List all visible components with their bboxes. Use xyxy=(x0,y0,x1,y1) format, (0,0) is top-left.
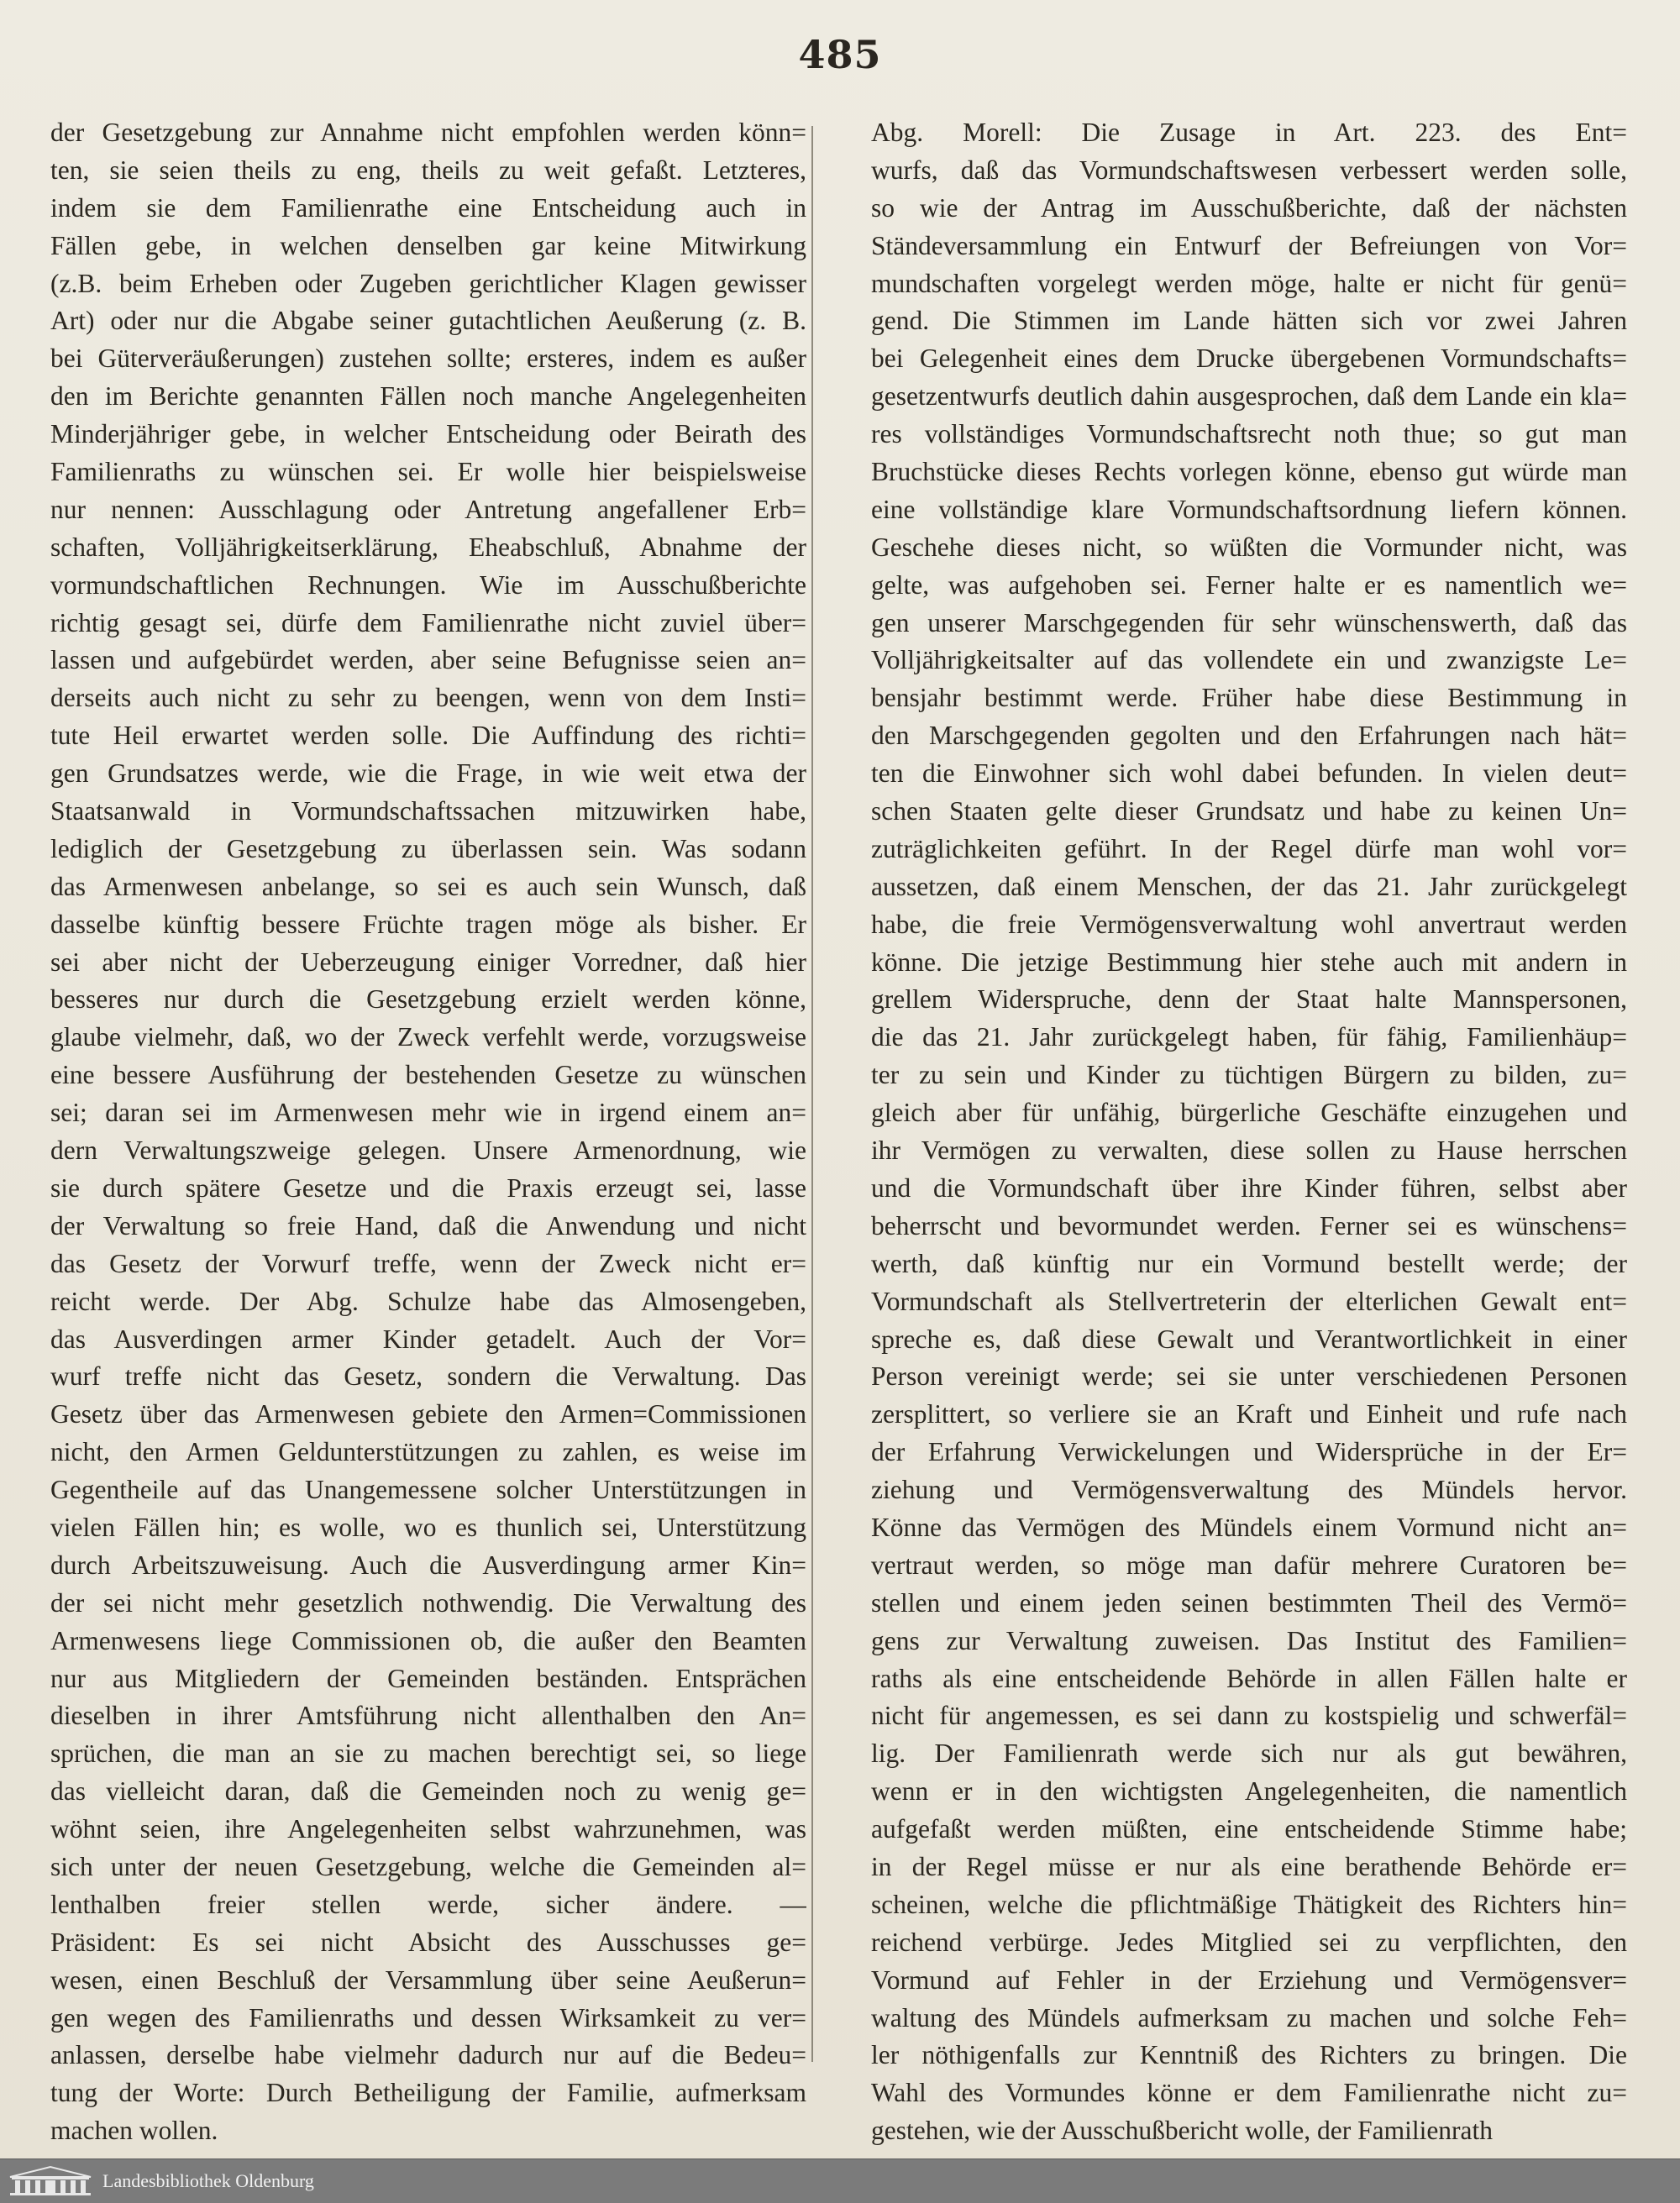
left-column-line: vormundschaftlichen Rechnungen. Wie im Ausschußberichte xyxy=(50,569,806,600)
left-column-line: das Gesetz der Vorwurf treffe, wenn der Zweck nicht er= xyxy=(50,1248,806,1278)
left-column-line: gen wegen des Familienraths und dessen Wirksamkeit zu ver= xyxy=(50,2002,806,2033)
right-column-line: zuträglichkeiten geführt. In der Regel dürfe man wohl vor= xyxy=(871,833,1627,863)
right-column-line: gleich aber für unfähig, bürgerliche Geschäfte einzugehen und xyxy=(871,1098,1627,1128)
left-column-line: sei aber nicht der Ueberzeugung einiger Vorredner, daß hier xyxy=(50,947,806,977)
right-column-line: Volljährigkeitsalter auf das vollendete ein und zwanzigste Le= xyxy=(871,645,1627,675)
right-column-line: wenn er in den wichtigsten Angelegenheiten, die namentlich xyxy=(871,1776,1627,1807)
right-column-line: grellem Widerspruche, denn der Staat halte Mannspersonen, xyxy=(871,984,1627,1015)
right-column-line: wurfs, daß das Vormundschaftswesen verbessert werden solle, xyxy=(871,155,1627,185)
left-column-line: lassen und aufgebürdet werden, aber seine Befugnisse seien an= xyxy=(50,645,806,675)
left-column-line: der Gesetzgebung zur Annahme nicht empfohlen werden könn= xyxy=(50,118,806,147)
left-column-line: ten, sie seien theils zu eng, theils zu weit gefaßt. Letzteres, xyxy=(50,155,806,185)
left-column-line: der sei nicht mehr gesetzlich nothwendig. Die Verwaltung des xyxy=(50,1587,806,1618)
right-column-line: waltung des Mündels aufmerksam zu machen und solche Feh= xyxy=(871,2002,1627,2033)
right-column-line: spreche es, daß diese Gewalt und Verantwortlichkeit in einer xyxy=(871,1324,1627,1354)
left-column-line: sie durch spätere Gesetze und die Praxis erzeugt sei, lasse xyxy=(50,1172,806,1203)
right-column-line: habe, die freie Vermögensverwaltung wohl anvertraut werden xyxy=(871,909,1627,939)
left-column-line: durch Arbeitszuweisung. Auch die Ausverdingung armer Kin= xyxy=(50,1550,806,1580)
left-column-line: dieselben in ihrer Amtsführung nicht allenthalben den An= xyxy=(50,1701,806,1731)
left-column-line: Art) oder nur die Abgabe seiner gutachtlichen Aeußerung (z. B. xyxy=(50,306,806,336)
left-column-line: machen wollen. xyxy=(50,2116,218,2146)
right-column-line: raths als eine entscheidende Behörde in allen Fällen halte er xyxy=(871,1663,1627,1693)
right-column-line: gestehen, wie der Ausschußbericht wolle, der Familienrath xyxy=(871,2116,1494,2146)
left-column-line: Staatsanwald in Vormundschaftssachen mitzuwirken habe, xyxy=(50,796,806,826)
left-column-line: vielen Fällen hin; es wolle, wo es thunlich sei, Unterstützung xyxy=(50,1512,806,1542)
right-column-line: Wahl des Vormundes könne er dem Familienrathe nicht zu= xyxy=(871,2078,1627,2108)
left-column-line: sich unter der neuen Gesetzgebung, welche die Gemeinden al= xyxy=(50,1851,806,1881)
right-column-line: Könne das Vermögen des Mündels einem Vormund nicht an= xyxy=(871,1512,1627,1542)
right-column-line: bensjahr bestimmt werde. Früher habe diese Bestimmung in xyxy=(871,683,1627,713)
right-column-line: ter zu sein und Kinder zu tüchtigen Bürgern zu bilden, zu= xyxy=(871,1060,1627,1090)
left-column-line: Minderjähriger gebe, in welcher Entscheidung oder Beirath des xyxy=(50,419,806,449)
left-column-line: wesen, einen Beschluß der Versammlung über seine Aeußerun= xyxy=(50,1964,806,1995)
left-column-line: der Verwaltung so freie Hand, daß die Anwendung und nicht xyxy=(50,1210,806,1240)
left-column-line: Fällen gebe, in welchen denselben gar keine Mitwirkung xyxy=(50,230,806,260)
left-column-line: eine bessere Ausführung der bestehenden Gesetze zu wünschen xyxy=(50,1060,806,1090)
right-column-line: die das 21. Jahr zurückgelegt haben, für fähig, Familienhäup= xyxy=(871,1022,1627,1052)
right-column-line: Abg. Morell: Die Zusage in Art. 223. des Ent= xyxy=(871,118,1627,147)
right-column-line: der Erfahrung Verwickelungen und Widersprüche in der Er= xyxy=(871,1437,1627,1467)
left-column-line: dasselbe künftig bessere Früchte tragen möge als bisher. Er xyxy=(50,909,806,939)
left-column-line: nicht, den Armen Geldunterstützungen zu zahlen, es weise im xyxy=(50,1437,806,1467)
left-column-line: bei Güterveräußerungen) zustehen sollte; ersteres, indem es außer xyxy=(50,344,806,374)
left-column-line: Präsident: Es sei nicht Absicht des Ausschusses ge= xyxy=(50,1927,806,1957)
left-column-line: den im Berichte genannten Fällen noch manche Angelegenheiten xyxy=(50,381,806,412)
right-column-line: ihr Vermögen zu verwalten, diese sollen zu Hause herrschen xyxy=(871,1136,1627,1166)
right-column-line: Vormund auf Fehler in der Erziehung und Vermögensver= xyxy=(871,1964,1627,1995)
left-column-line: richtig gesagt sei, dürfe dem Familienrathe nicht zuviel über= xyxy=(50,607,806,637)
right-column-line: nicht für angemessen, es sei dann zu kostspielig und schwerfäl= xyxy=(871,1701,1627,1731)
right-column-line: Person vereinigt werde; sei sie unter verschiedenen Personen xyxy=(871,1361,1627,1392)
left-column-line: Gegentheile auf das Unangemessene solcher Unterstützungen in xyxy=(50,1475,806,1505)
right-column-line: schen Staaten gelte dieser Grundsatz und habe zu keinen Un= xyxy=(871,796,1627,826)
left-column-line: tung der Worte: Durch Betheiligung der Familie, aufmerksam xyxy=(50,2078,806,2108)
right-column-line: gen unserer Marschgegenden für sehr wünschenswerth, daß das xyxy=(871,607,1627,637)
left-column-line: reicht werde. Der Abg. Schulze habe das Almosengeben, xyxy=(50,1286,806,1316)
left-column-line: dern Verwaltungszweige gelegen. Unsere Armenordnung, wie xyxy=(50,1136,806,1166)
right-column-line: zersplittert, so verliere sie an Kraft und Einheit und rufe nach xyxy=(871,1399,1627,1429)
left-column-line: das Ausverdingen armer Kinder getadelt. Auch der Vor= xyxy=(50,1324,806,1354)
left-column-line: gen Grundsatzes werde, wie die Frage, in wie weit etwa der xyxy=(50,758,806,789)
right-column-line: Bruchstücke dieses Rechts vorlegen könne, ebenso gut würde man xyxy=(871,457,1627,487)
left-column-line: Armenwesens liege Commissionen ob, die außer den Beamten xyxy=(50,1625,806,1655)
left-column-line: sei; daran sei im Armenwesen mehr wie in irgend einem an= xyxy=(50,1098,806,1128)
right-column-line: Vormundschaft als Stellvertreterin der elterlichen Gewalt ent= xyxy=(871,1286,1627,1316)
right-column-line: ten die Einwohner sich wohl dabei befunden. In vielen deut= xyxy=(871,758,1627,789)
left-column-line: nur nennen: Ausschlagung oder Antretung angefallener Erb= xyxy=(50,494,806,524)
right-column-line: gens zur Verwaltung zuweisen. Das Institut des Familien= xyxy=(871,1625,1627,1655)
left-column-line: das Armenwesen anbelange, so sei es auch sein Wunsch, daß xyxy=(50,871,806,901)
right-column-line: Geschehe dieses nicht, so wüßten die Vormunder nicht, was xyxy=(871,532,1627,562)
right-column-line: gend. Die Stimmen im Lande hätten sich vor zwei Jahren xyxy=(871,306,1627,336)
left-column-line: Gesetz über das Armenwesen gebiete den Armen=Commissionen xyxy=(50,1399,806,1429)
right-column-line: vertraut werden, so möge man dafür mehrere Curatoren be= xyxy=(871,1550,1627,1580)
left-column-line: derseits auch nicht zu sehr zu beengen, wenn von dem Insti= xyxy=(50,683,806,713)
left-column-line: besseres nur durch die Gesetzgebung erzielt werden könne, xyxy=(50,984,806,1015)
right-column-line: mundschaften vorgelegt werden möge, halte er nicht für genü= xyxy=(871,268,1627,298)
right-column-line: aussetzen, daß einem Menschen, der das 21. Jahr zurückgelegt xyxy=(871,871,1627,901)
left-column-line: indem sie dem Familienrathe eine Entscheidung auch in xyxy=(50,192,806,223)
left-column-line: tute Heil erwartet werden solle. Die Auffindung des richti= xyxy=(50,721,806,751)
column-divider xyxy=(811,126,813,2062)
left-column-line: lediglich der Gesetzgebung zu überlassen sein. Was sodann xyxy=(50,833,806,863)
right-column-line: so wie der Antrag im Ausschußberichte, daß der nächsten xyxy=(871,192,1627,223)
left-column-line: wöhnt seien, ihre Angelegenheiten selbst wahrzunehmen, was xyxy=(50,1814,806,1844)
page-number: 485 xyxy=(798,32,882,77)
right-column-line: in der Regel müsse er nur als eine berathende Behörde er= xyxy=(871,1851,1627,1881)
right-column-line: Ständeversammlung ein Entwurf der Befreiungen von Vor= xyxy=(871,230,1627,260)
right-column-line: ler nöthigenfalls zur Kenntniß des Richters zu bringen. Die xyxy=(871,2040,1627,2070)
left-column-line: Familienraths zu wünschen sei. Er wolle hier beispielsweise xyxy=(50,457,806,487)
right-column-line: eine vollständige klare Vormundschaftsordnung liefern können. xyxy=(871,494,1627,524)
left-column-line: sprüchen, die man an sie zu machen berechtigt sei, so liege xyxy=(50,1739,806,1769)
left-column-line: schaften, Volljährigkeitserklärung, Eheabschluß, Abnahme der xyxy=(50,532,806,562)
right-column-line: res vollständiges Vormundschaftsrecht noth thue; so gut man xyxy=(871,419,1627,449)
left-column-line: (z.B. beim Erheben oder Zugeben gerichtlicher Klagen gewisser xyxy=(50,268,806,298)
right-text-column xyxy=(871,114,1627,2150)
left-column-line: glaube vielmehr, daß, wo der Zweck verfehlt werde, vorzugsweise xyxy=(50,1022,806,1052)
right-column-line: aufgefaßt werden müßten, eine entscheidende Stimme habe; xyxy=(871,1814,1627,1844)
right-column-line: beherrscht und bevormundet werden. Ferner sei es wünschens= xyxy=(871,1210,1627,1240)
right-column-line: gelte, was aufgehoben sei. Ferner halte er es namentlich we= xyxy=(871,569,1627,600)
right-column-line: lig. Der Familienrath werde sich nur als gut bewähren, xyxy=(871,1739,1627,1769)
right-column-line: werth, daß künftig nur ein Vormund bestellt werde; der xyxy=(871,1248,1627,1278)
right-column-line: stellen und einem jeden seinen bestimmten Theil des Vermö= xyxy=(871,1587,1627,1618)
left-text-column xyxy=(50,114,806,2150)
right-column-line: reichend verbürge. Jedes Mitglied sei zu verpflichten, den xyxy=(871,1927,1627,1957)
library-building-icon xyxy=(7,2165,94,2197)
right-column-line: und die Vormundschaft über ihre Kinder führen, selbst aber xyxy=(871,1172,1627,1203)
right-column-line: bei Gelegenheit eines dem Drucke übergebenen Vormundschafts= xyxy=(871,344,1627,374)
right-column-line: gesetzentwurfs deutlich dahin ausgesprochen, daß dem Lande ein kla= xyxy=(871,381,1627,412)
left-column-line: nur aus Mitgliedern der Gemeinden beständen. Entsprächen xyxy=(50,1663,806,1693)
right-column-line: scheinen, welche die pflichtmäßige Thätigkeit des Richters hin= xyxy=(871,1889,1627,1919)
left-column-line: lenthalben freier stellen werde, sicher ändere. — xyxy=(50,1889,806,1919)
right-column-line: könne. Die jetzige Bestimmung hier stehe auch mit andern in xyxy=(871,947,1627,977)
left-column-line: wurf treffe nicht das Gesetz, sondern die Verwaltung. Das xyxy=(50,1361,806,1392)
left-column-line: anlassen, derselbe habe vielmehr dadurch nur auf die Bedeu= xyxy=(50,2040,806,2070)
right-column-line: den Marschgegenden gegolten und den Erfahrungen nach hät= xyxy=(871,721,1627,751)
library-name: Landesbibliothek Oldenburg xyxy=(102,2170,314,2191)
left-column-line: das vielleicht daran, daß die Gemeinden noch zu wenig ge= xyxy=(50,1776,806,1807)
right-column-line: ziehung und Vermögensverwaltung des Mündels hervor. xyxy=(871,1475,1627,1505)
